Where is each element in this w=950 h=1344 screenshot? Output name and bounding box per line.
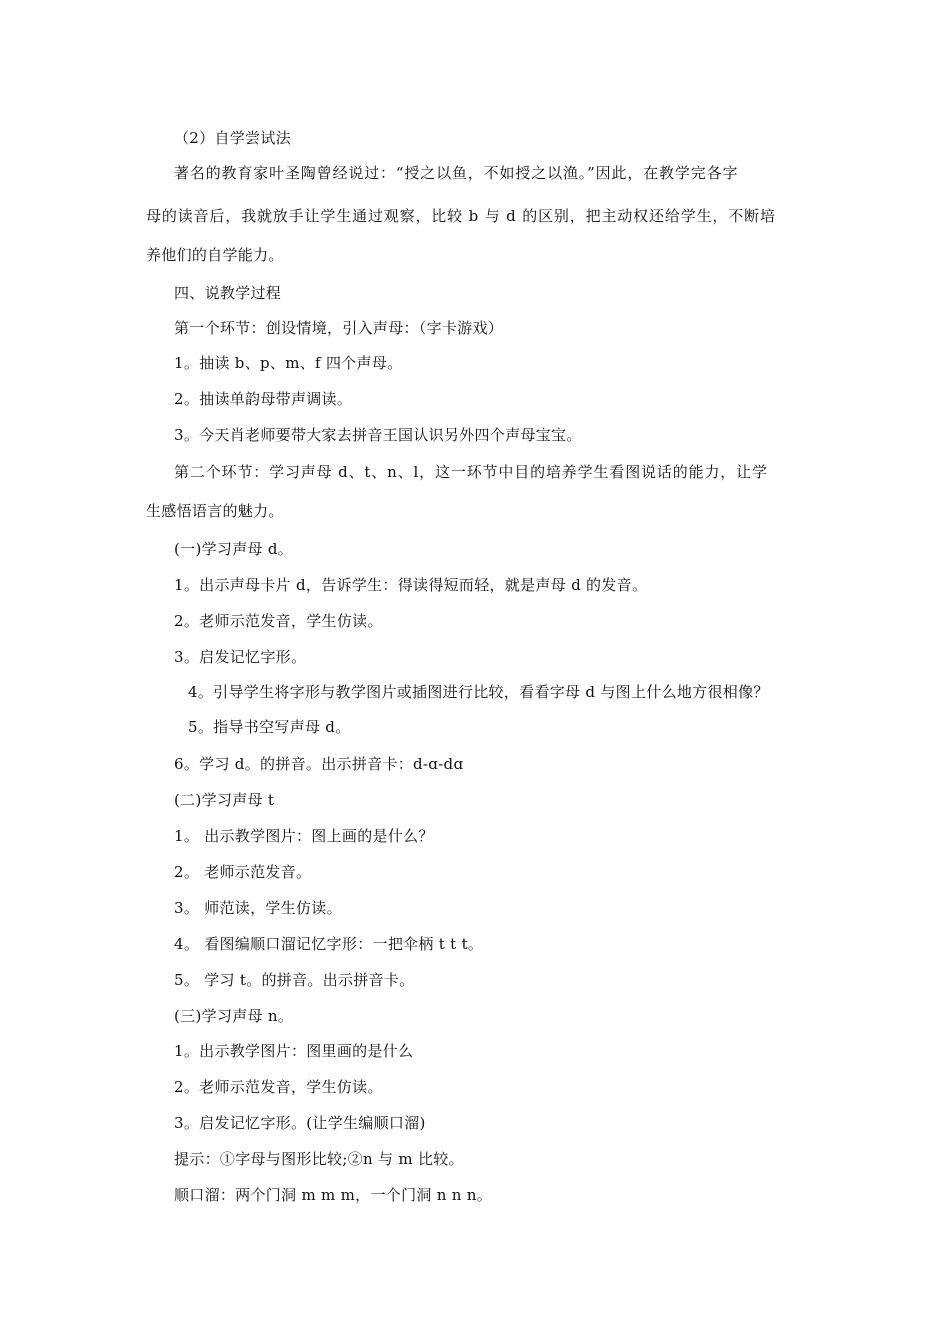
list-item: 3。启发记忆字形。 [174,648,307,666]
list-item: 4。 看图编顺口溜记忆字形：一把伞柄 t t t。 [174,935,484,953]
list-item: 4。引导学生将字形与教学图片或插图进行比较，看看字母 d 与图上什么地方很相像？ [188,683,769,701]
list-item: 1。出示声母卡片 d，告诉学生：得读得短而轻，就是声母 d 的发音。 [174,576,648,594]
list-item: 1。抽读 b、p、m、f 四个声母。 [174,354,403,372]
list-item: 2。老师示范发音，学生仿读。 [174,1078,383,1096]
rhyme-line: 顺口溜：两个门洞 m m m，一个门洞 n n n。 [174,1186,493,1204]
list-item: 3。今天肖老师要带大家去拼音王国认识另外四个声母宝宝。 [174,426,582,444]
subheading-n: (三)学习声母 n。 [174,1007,294,1025]
list-item: 1。出示教学图片：图里画的是什么 [174,1042,414,1060]
list-item: 2。抽读单韵母带声调读。 [174,390,353,408]
subheading-d: (一)学习声母 d。 [174,540,294,558]
list-item: 3。 师范读，学生仿读。 [174,899,342,917]
paragraph-line: 养他们的自学能力。 [146,246,284,264]
list-item: 5。指导书空写声母 d。 [188,718,351,736]
list-item: 6。学习 d。的拼音。出示拼音卡：d-ɑ-dɑ [174,755,464,773]
list-item: 2。 老师示范发音。 [174,863,312,881]
list-item: 1。 出示教学图片：图上画的是什么？ [174,827,434,845]
section-heading-teaching-process: 四、说教学过程 [174,284,282,302]
list-item: 5。 学习 t。的拼音。出示拼音卡。 [174,971,415,989]
list-item: 2。老师示范发音，学生仿读。 [174,612,383,630]
subheading-self-study-method: （2）自学尝试法 [174,129,291,147]
paragraph-line: 著名的教育家叶圣陶曾经说过：“授之以鱼，不如授之以渔。”因此，在教学完各字 [174,164,739,182]
paragraph-line: 第一个环节：创设情境，引入声母：（字卡游戏） [174,319,504,337]
paragraph-line: 第二个环节：学习声母 d、t、n、l，这一环节中目的培养学生看图说话的能力，让学 [174,463,768,481]
paragraph-line: 母的读音后，我就放手让学生通过观察，比较 b 与 d 的区别，把主动权还给学生，不断培 [146,207,776,225]
list-item: 3。启发记忆字形。(让学生编顺口溜) [174,1114,426,1132]
subheading-t: (二)学习声母 t [174,791,275,809]
hint-line: 提示：①字母与图形比较;②n 与 m 比较。 [174,1150,464,1168]
paragraph-line: 生感悟语言的魅力。 [146,502,284,520]
